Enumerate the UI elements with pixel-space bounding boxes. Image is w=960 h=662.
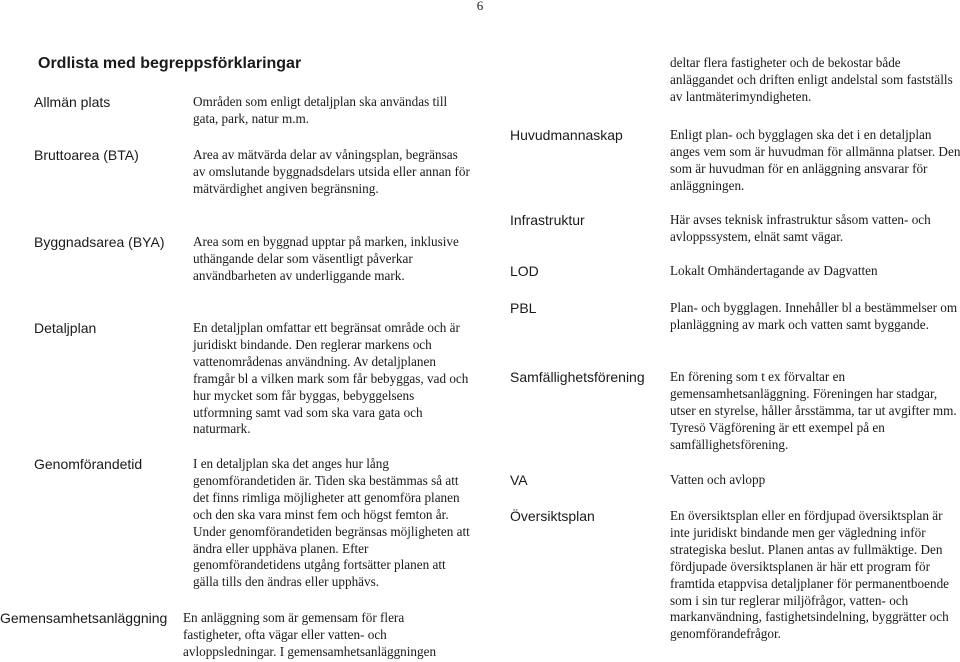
term-infrastruktur: Infrastruktur — [510, 212, 585, 228]
definition-continuation: deltar flera fastigheter och de bekostar både anläggandet och driften enligt andelstal som fastställs av lantmäterimyndigheten. — [670, 55, 953, 104]
term-byggnadsarea: Byggnadsarea (BYA) — [34, 234, 165, 250]
definition-infrastruktur: Här avses teknisk infrastruktur såsom vatten- och avloppssystem, elnät samt vägar. — [670, 212, 931, 244]
definition-samfallighetsforening: En förening som t ex förvaltar en gemensamhetsanläggning. Föreningen har stadgar, utser en styrelse, håller årsstämma, tar ut avgifter mm. Tyresö Vägförening är ett exempel på en samfällighetsförening. — [670, 369, 957, 452]
term-samfallighetsforening: Samfällighetsförening — [510, 369, 645, 385]
term-oversiktsplan: Översiktsplan — [510, 508, 595, 524]
definition-va: Vatten och avlopp — [670, 472, 766, 487]
glossary-heading: Ordlista med begreppsförklaringar — [38, 55, 302, 72]
page-number: 6 — [476, 0, 484, 13]
definition-genomforandetid: I en detaljplan ska det anges hur lång genomförandetiden är. Tiden ska bestämmas så att det finns rimliga möjligheter att genomföra planen och den ska vara minst fem och högst femton år. Under genomförandetiden begränsas möjligheten att ändra eller upphäva planen. Efter genomförandetidens utgång fortsätter planen att gälla tills den ändras eller upphävs. — [193, 456, 470, 590]
definition-lod: Lokalt Omhändertagande av Dagvatten — [670, 263, 878, 278]
definition-byggnadsarea: Area som en byggnad upptar på marken, inklusive uthängande delar som väsentligt påverkar användbarheten av underliggande mark. — [193, 234, 459, 283]
term-detaljplan: Detaljplan — [34, 320, 97, 336]
definition-pbl: Plan- och bygglagen. Innehåller bl a bestämmelser om planläggning av mark och vatten samt byggande. — [670, 300, 958, 332]
definition-gemensamhetsanlaggning: En anläggning som är gemensam för flera fastigheter, ofta vägar eller vatten- och avloppsledningar. I gemensamhetsanläggningen — [183, 610, 437, 659]
definition-huvudmannaskap: Enligt plan- och bygglagen ska det i en detaljplan anges vem som är huvudman för allmänna platser. Den som är huvudman för en anläggning ansvarar för anläggningen. — [670, 127, 960, 193]
definition-bruttoarea: Area av mätvärda delar av våningsplan, begränsas av omslutande byggnadsdelars utsida eller annan för mätvärdighet angiven begränsning. — [193, 147, 470, 196]
term-bruttoarea: Bruttoarea (BTA) — [34, 147, 139, 163]
term-lod: LOD — [510, 263, 539, 279]
term-allman-plats: Allmän plats — [34, 94, 111, 110]
term-genomforandetid: Genomförandetid — [34, 456, 143, 472]
definition-oversiktsplan: En översiktsplan eller en fördjupad översiktsplan är inte juridiskt bindande men ger vägledning inför strategiska beslut. Planen antas av fullmäktige. Den fördjupade översiktsplanen är här ett program för framtida etappvisa detaljplaner för permanentboende som i sin tur reglerar miljöfrågor, vatten- och markanvändning, fastighetsindelning, byggrätter och genomförandefrågor. — [670, 508, 950, 642]
term-huvudmannaskap: Huvudmannaskap — [510, 127, 623, 143]
definition-allman-plats: Områden som enligt detaljplan ska användas till gata, park, natur m.m. — [193, 94, 448, 126]
term-pbl: PBL — [510, 300, 537, 316]
term-gemensamhetsanlaggning: Gemensamhetsanläggning — [0, 610, 168, 626]
definition-detaljplan: En detaljplan omfattar ett begränsat område och är juridiskt bindande. Den reglerar markens och vattenområdenas användning. Av detaljplanen framgår bl a vilken mark som får bebyggas, vad och hur mycket som får byggas, bebyggelsens utformning samt vad som ska vara gata och naturmark. — [193, 320, 469, 437]
term-va: VA — [510, 472, 528, 488]
